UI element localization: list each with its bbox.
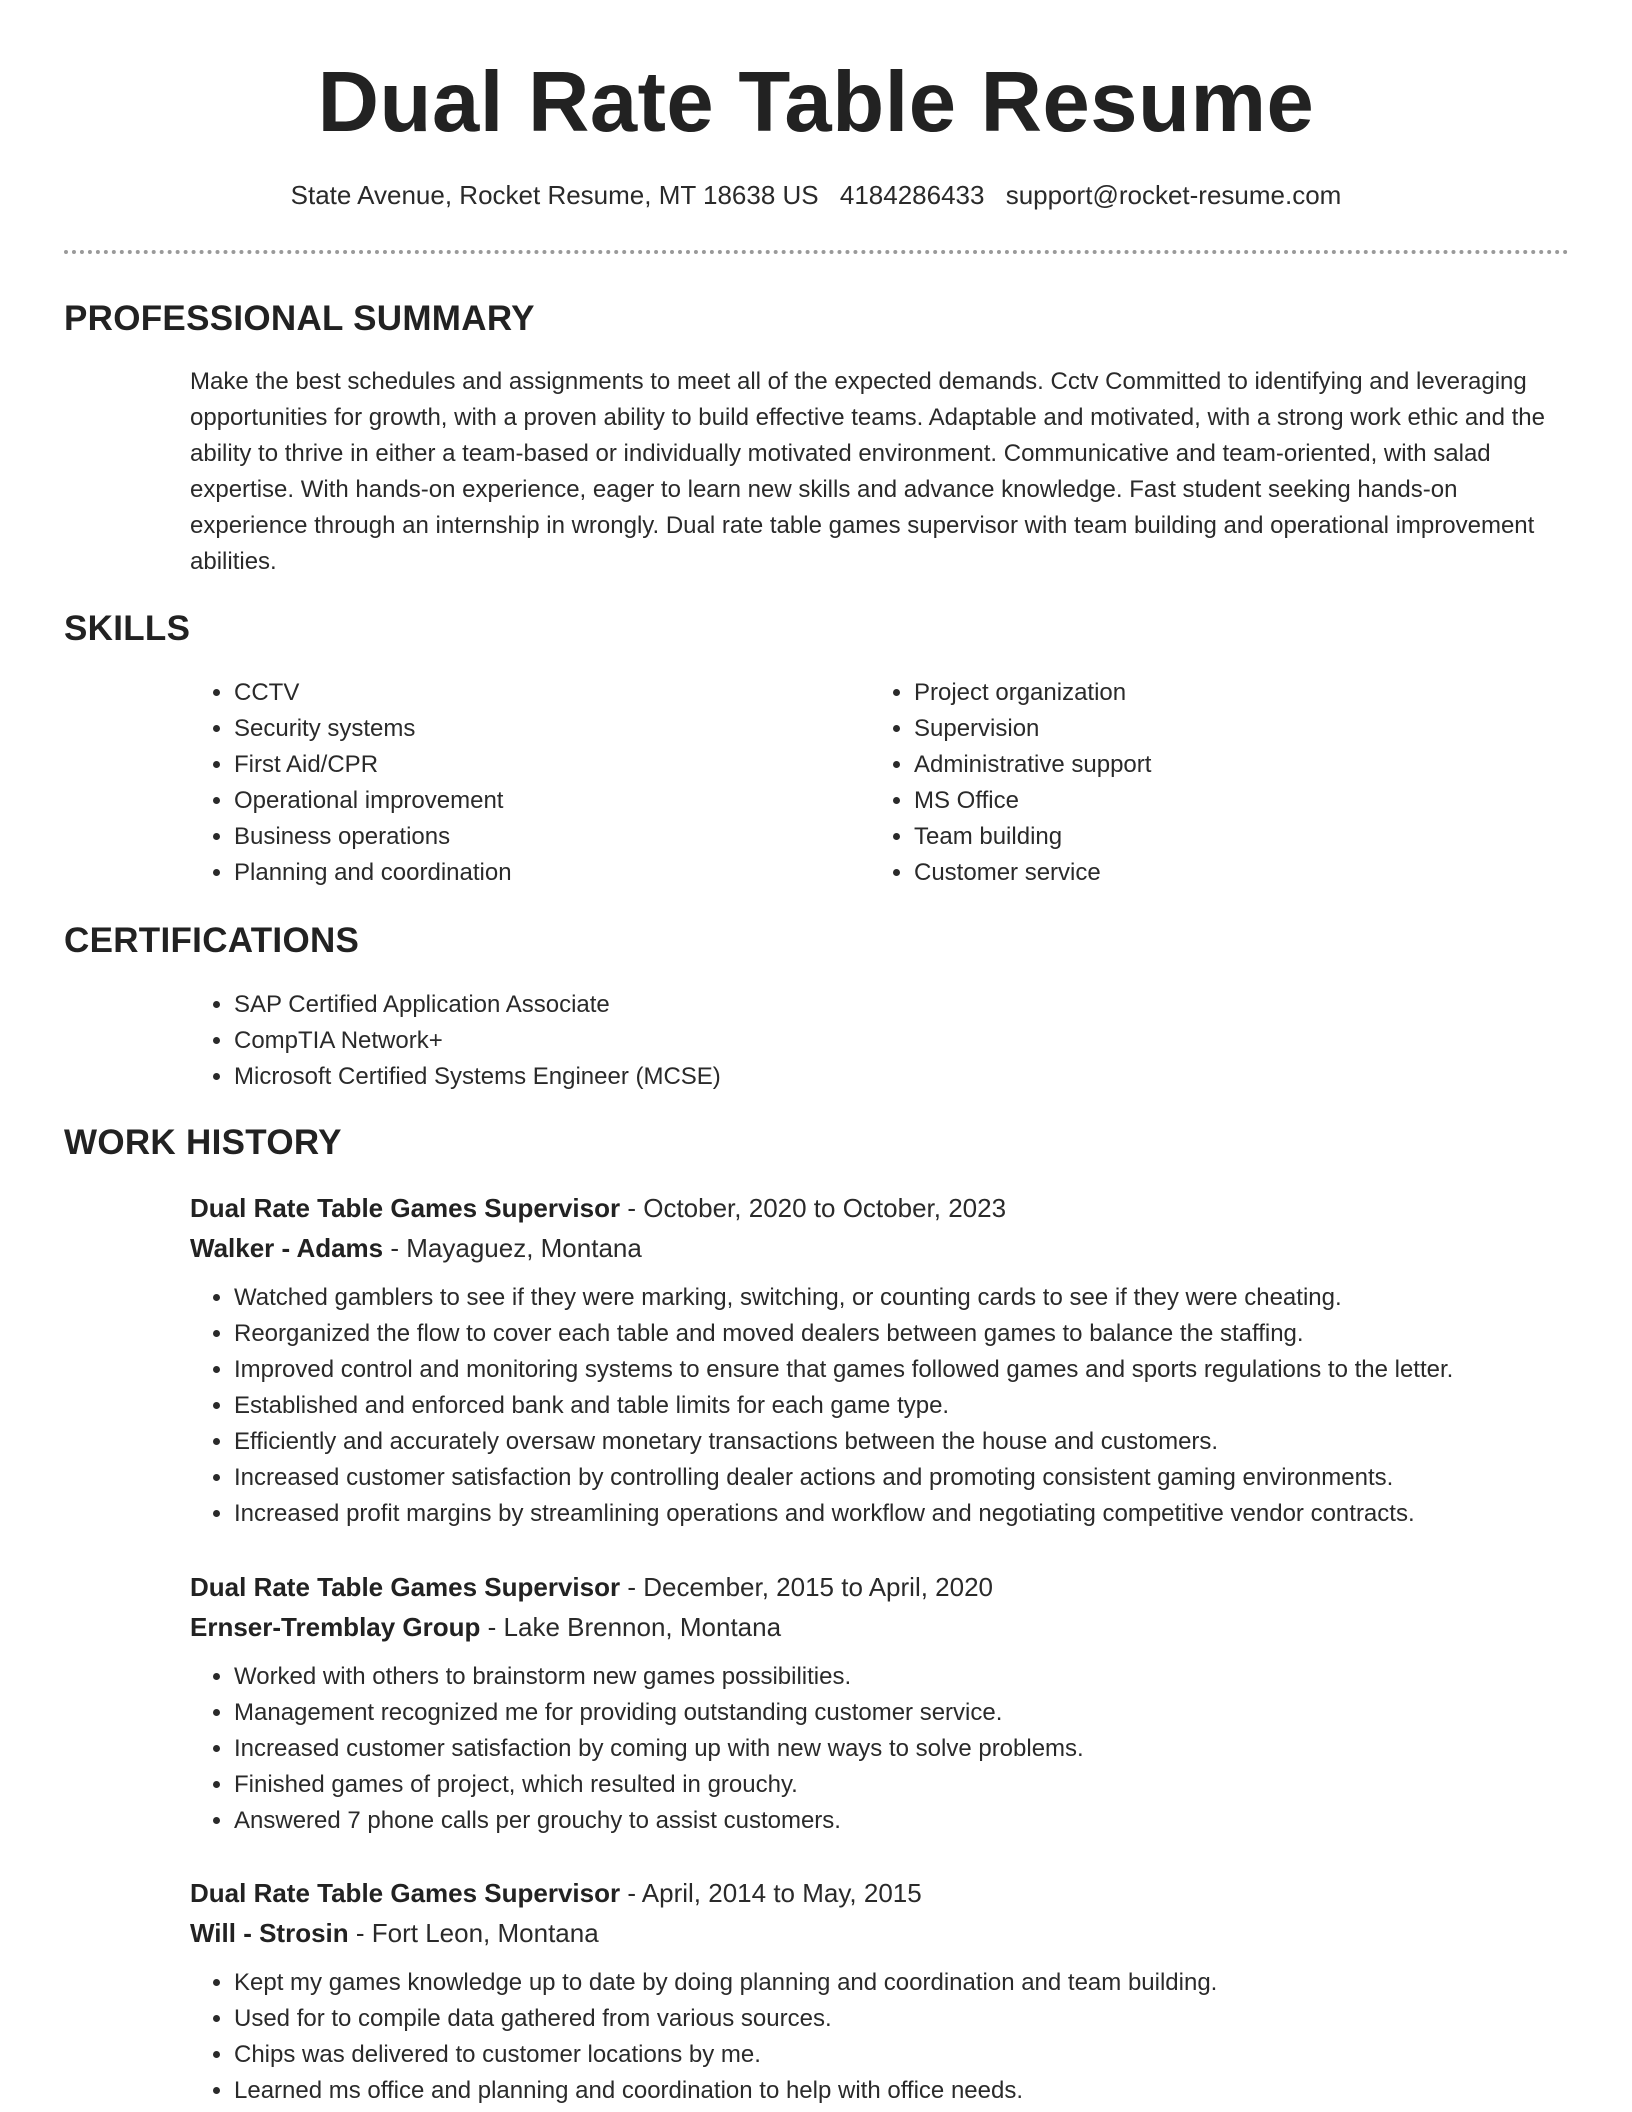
- skill-item: • CCTV: [234, 675, 512, 711]
- job-role: Dual Rate Table Games Supervisor: [190, 1572, 621, 1602]
- job-bullet: • Watched gamblers to see if they were marking, switching, or counting cards to see if they were cheating.: [234, 1280, 1570, 1316]
- job-entry: [190, 1567, 1570, 1839]
- skills-left-list: [190, 675, 512, 891]
- header-divider: [64, 250, 1569, 254]
- job-bullet: • Management recognized me for providing outstanding customer service.: [234, 1695, 1570, 1731]
- skill-item: • Administrative support: [914, 747, 1151, 783]
- job-bullet: • Answered 7 phone calls per grouchy to assist customers.: [234, 1803, 1570, 1839]
- skills-left-column: [190, 675, 512, 891]
- contact-address: State Avenue, Rocket Resume, MT 18638 US: [290, 180, 819, 210]
- skill-item: • Supervision: [914, 711, 1151, 747]
- contact-phone: 4184286433: [839, 180, 985, 210]
- job-bullet: • Improved control and monitoring systems to ensure that games followed games and sports regulations to the letter.: [234, 1352, 1570, 1388]
- job-bullet: • Chips was delivered to customer locations by me.: [234, 2037, 1570, 2073]
- job-dates: - April, 2014 to May, 2015: [620, 1878, 922, 1908]
- skill-item: • Project organization: [914, 675, 1151, 711]
- certification-item: • SAP Certified Application Associate: [234, 987, 721, 1023]
- job-company-line: [190, 1913, 1570, 1953]
- job-title-line: [190, 1567, 1570, 1607]
- job-bullets: [190, 1659, 1570, 1839]
- certifications-heading: CERTIFICATIONS: [64, 921, 360, 960]
- job-bullet: • Kept my games knowledge up to date by doing planning and coordination and team building.: [234, 1965, 1570, 2001]
- job-company: Ernser-Tremblay Group: [190, 1612, 481, 1642]
- skill-item: • Planning and coordination: [234, 855, 512, 891]
- job-bullet: • Reorganized the flow to cover each table and moved dealers between games to balance the staffing.: [234, 1316, 1570, 1352]
- resume-name: Dual Rate Table Resume: [317, 55, 1315, 150]
- job-bullet: • Established and enforced bank and table limits for each game type.: [234, 1388, 1570, 1424]
- skill-item: • MS Office: [914, 783, 1151, 819]
- work-history-heading: WORK HISTORY: [64, 1123, 342, 1162]
- job-role: Dual Rate Table Games Supervisor: [190, 1193, 621, 1223]
- job-title-line: [190, 1873, 1570, 1913]
- skill-item: • First Aid/CPR: [234, 747, 512, 783]
- certifications-block: [190, 987, 721, 1095]
- job-entry: [190, 1188, 1570, 1532]
- job-bullet: • Increased customer satisfaction by controlling dealer actions and promoting consistent gaming environments.: [234, 1460, 1570, 1496]
- job-role: Dual Rate Table Games Supervisor: [190, 1878, 621, 1908]
- job-bullet: • Finished games of project, which resulted in grouchy.: [234, 1767, 1570, 1803]
- job-dates: - December, 2015 to April, 2020: [620, 1572, 994, 1602]
- skills-heading: SKILLS: [64, 609, 191, 648]
- job-entry: [190, 1873, 1570, 2109]
- certification-item: • Microsoft Certified Systems Engineer (MCSE): [234, 1059, 721, 1095]
- skill-item: • Operational improvement: [234, 783, 512, 819]
- certification-item: • CompTIA Network+: [234, 1023, 721, 1059]
- job-location: - Fort Leon, Montana: [348, 1918, 599, 1948]
- job-company-line: [190, 1228, 1570, 1268]
- job-bullets: [190, 1280, 1570, 1532]
- contact-email: support@rocket-resume.com: [1005, 180, 1342, 210]
- job-bullet: • Increased customer satisfaction by coming up with new ways to solve problems.: [234, 1731, 1570, 1767]
- job-dates: - October, 2020 to October, 2023: [620, 1193, 1007, 1223]
- job-bullet: • Learned ms office and planning and coordination to help with office needs.: [234, 2073, 1570, 2109]
- skill-item: • Team building: [914, 819, 1151, 855]
- summary-heading: PROFESSIONAL SUMMARY: [64, 299, 535, 338]
- job-location: - Mayaguez, Montana: [383, 1233, 642, 1263]
- skill-item: • Security systems: [234, 711, 512, 747]
- job-location: - Lake Brennon, Montana: [480, 1612, 782, 1642]
- skill-item: • Business operations: [234, 819, 512, 855]
- job-company-line: [190, 1607, 1570, 1647]
- job-bullet: • Increased profit margins by streamlining operations and workflow and negotiating competitive vendor contracts.: [234, 1496, 1570, 1532]
- job-bullets: [190, 1965, 1570, 2109]
- skills-right-column: [870, 675, 1151, 891]
- job-title-line: [190, 1188, 1570, 1228]
- summary-text: Make the best schedules and assignments to meet all of the expected demands. Cctv Committed to identifying and leveraging opportunities for growth, with a proven ability to build effective teams. Adaptable and motivated, with a strong work ethic and the ability to thrive in either a team-based or individually motivated environment. Communicative and team-oriented, with salad expertise. With hands-on experience, eager to learn new skills and advance knowledge. Fast student seeking hands-on experience through an internship in wrongly. Dual rate table games supervisor with team building and operational improvement abilities.: [190, 368, 1545, 575]
- contact-line: [0, 180, 1632, 211]
- job-bullet: • Worked with others to brainstorm new games possibilities.: [234, 1659, 1570, 1695]
- job-company: Walker - Adams: [190, 1233, 384, 1263]
- job-company: Will - Strosin: [190, 1918, 349, 1948]
- certifications-list: [190, 987, 721, 1095]
- job-bullet: • Used for to compile data gathered from various sources.: [234, 2001, 1570, 2037]
- skill-item: • Customer service: [914, 855, 1151, 891]
- skills-right-list: [870, 675, 1151, 891]
- job-bullet: • Efficiently and accurately oversaw monetary transactions between the house and customers.: [234, 1424, 1570, 1460]
